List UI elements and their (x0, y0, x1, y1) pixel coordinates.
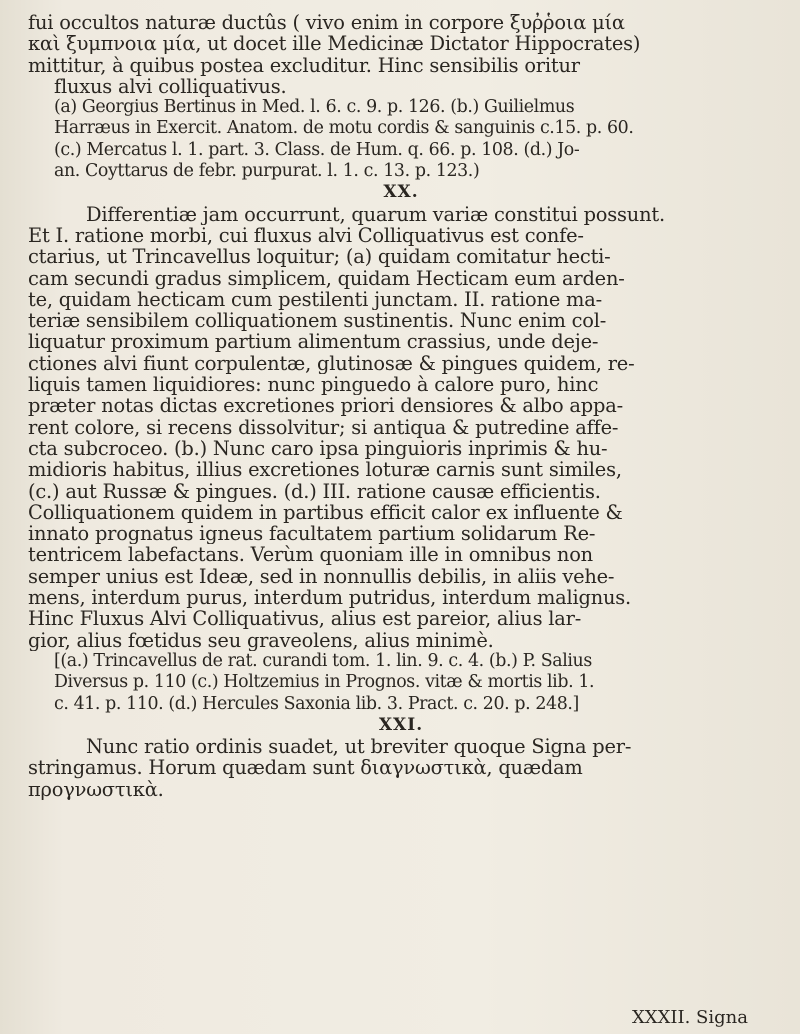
text-line: (c.) aut Russæ & pingues. (d.) III. ratione causæ efficientis. (28, 480, 601, 502)
catchword: XXXII. Signa (631, 1007, 748, 1028)
text-line: καὶ ξυμπνοια μία, ut docet ille Medicinæ Dictator Hippocrates) (28, 33, 641, 55)
text-line: cta subcroceo. (b.) Nunc caro ipsa pinguioris inprimis & hu- (28, 437, 608, 460)
text-line: liquis tamen liquidiores: nunc pinguedo à calore puro, hinc (28, 374, 599, 396)
text-line: gior, alius fœtidus seu graveolens, alius minimè. (28, 629, 494, 651)
text-line: stringamus. Horum quædam sunt διαγνωστικὰ, quædam (28, 757, 583, 779)
text-line: (a) Georgius Bertinus in Med. l. 6. c. 9. p. 126. (b.) Guilielmus (54, 97, 575, 118)
text-line: ctiones alvi fiunt corpulentæ, glutinosæ & pingues quidem, re- (28, 352, 635, 375)
text-line: προγνωστικὰ. (28, 778, 164, 800)
text-line: rent colore, si recens dissolvitur; si antiqua & putredine affe- (28, 416, 619, 438)
text-line: mens, interdum purus, interdum putridus, interdum malignus. (28, 587, 632, 609)
text-line: cam secundi gradus simplicem, quidam Hecticam eum arden- (28, 267, 625, 289)
text-line: semper unius est Ideæ, sed in nonnullis debilis, in aliis vehe- (28, 565, 615, 588)
text-line: fui occultos naturæ ductûs ( vivo enim in corpore ξυῤῥοια μία (28, 12, 625, 34)
text-line: an. Coyttarus de febr. purpurat. l. 1. c. 13. p. 123.) (54, 161, 480, 182)
text-line: tentricem labefactans. Verùm quoniam ille in omnibus non (28, 544, 593, 566)
text-line: ctarius, ut Trincavellus loquitur; (a) quidam comitatur hecti- (28, 246, 611, 268)
text-line: Et I. ratione morbi, cui fluxus alvi Colliquativus est confe- (28, 224, 584, 247)
text-line: Hinc Fluxus Alvi Colliquativus, alius est pareior, alius lar- (28, 608, 582, 630)
text-line: midioris habitus, illius excretiones loturæ carnis sunt similes, (28, 459, 622, 481)
page-text (28, 12, 774, 800)
text-line: Colliquationem quidem in partibus efficit calor ex influente & (28, 501, 623, 524)
text-line: teriæ sensibilem colliquationem sustinentis. Nunc enim col- (28, 310, 607, 332)
text-line: præter notas dictas excretiones priori densiores & albo appa- (28, 395, 623, 417)
text-line: fluxus alvi colliquativus. (54, 75, 287, 98)
text-line: Diversus p. 110 (c.) Holtzemius in Prognos. vitæ & mortis lib. 1. (54, 672, 595, 693)
text-line: te, quidam hecticam cum pestilenti junctam. II. ratione ma- (28, 288, 602, 311)
text-line: Nunc ratio ordinis suadet, ut breviter quoque Signa per- (86, 736, 632, 758)
text-line: (c.) Mercatus l. 1. part. 3. Class. de Hum. q. 66. p. 108. (d.) Jo- (54, 139, 580, 160)
text-line: innato prognatus igneus facultatem partium solidarum Re- (28, 523, 596, 545)
text-line: Harræus in Exercit. Anatom. de motu cordis & sanguinis c.15. p. 60. (54, 118, 634, 139)
text-line: liquatur proximum partium alimentum crassius, unde deje- (28, 331, 599, 353)
text-line: XX. (383, 182, 419, 203)
text-line: mittitur, à quibus postea excluditur. Hinc sensibilis oritur (28, 54, 580, 76)
text-line: [(a.) Trincavellus de rat. curandi tom. 1. lin. 9. c. 4. (b.) P. Salius (54, 650, 592, 671)
text-line: XXI. (378, 714, 424, 735)
text-line: Differentiæ jam occurrunt, quarum variæ constitui possunt. (86, 203, 665, 225)
text-line: c. 41. p. 110. (d.) Hercules Saxonia lib. 3. Pract. c. 20. p. 248.] (54, 693, 579, 714)
